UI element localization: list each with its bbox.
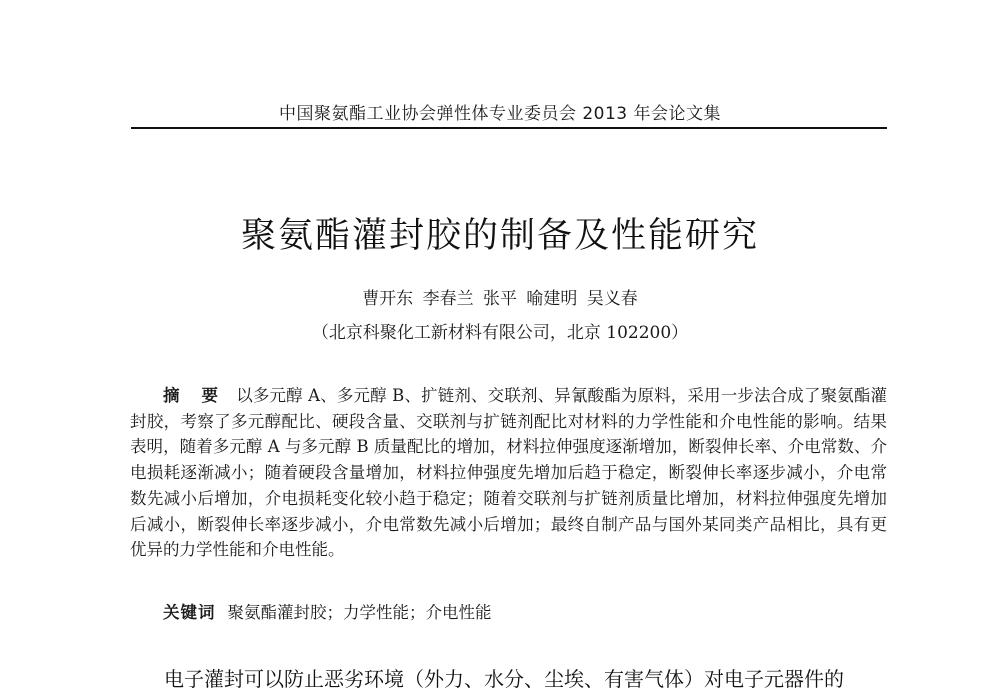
abstract-text: 以多元醇 A、多元醇 B、扩链剂、交联剂、异氰酸酯为原料，采用一步法合成了聚氨酯灌封胶，考察了多元醇配比、硬段含量、交联剂与扩链剂配比对材料的力学性能和介电性能的影响。结果表明，随着多元醇 A 与多元醇 B 质量配比的增加，材料拉伸强度逐渐增加，断裂伸长率、介电常数、介电损耗逐渐减小；随着硬段含量增加，材料拉伸强度先增加后趋于稳定，断裂伸长率逐步减小，介电常数先减小后增加，介电损耗变化较小趋于稳定；随着交联剂与扩链剂质量比增加，材料拉伸强度先增加后减小，断裂伸长率逐步减小，介电常数先减小后增加；最终自制产品与国外某同类产品相比，具有更优异的力学性能和介电性能。	[130, 386, 888, 560]
paper-title: 聚氨酯灌封胶的制备及性能研究	[240, 216, 759, 256]
header-rule	[131, 127, 887, 129]
author-list: 曹开东 李春兰 张平 喻建明 吴义春	[362, 289, 638, 309]
affiliation: （北京科聚化工新材料有限公司，北京 102200）	[311, 323, 689, 343]
abstract	[130, 383, 887, 563]
abstract-label: 摘 要	[163, 386, 227, 405]
running-header: 中国聚氨酯工业协会弹性体专业委员会 2013 年会论文集	[278, 104, 722, 124]
keywords-label: 关键词	[163, 603, 216, 622]
keywords	[163, 601, 883, 625]
body-paragraph: 电子灌封可以防止恶劣环境（外力、水分、尘埃、有害气体）对电子元器件的	[164, 667, 844, 691]
keywords-text: 聚氨酯灌封胶；力学性能；介电性能	[227, 603, 492, 622]
